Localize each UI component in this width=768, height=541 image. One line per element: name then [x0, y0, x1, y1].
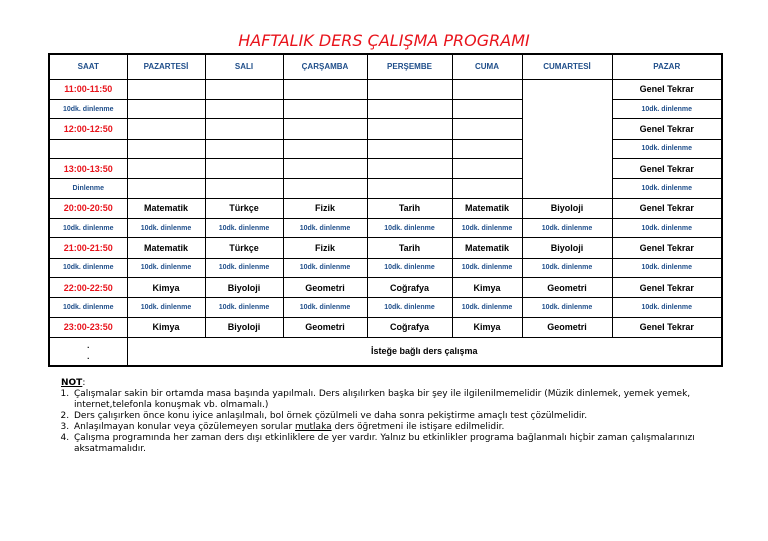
sunday-cell: Genel Tekrar [612, 277, 722, 297]
empty-cell [283, 179, 367, 198]
page-title: HAFTALIK DERS ÇALIŞMA PROGRAMI [238, 31, 530, 50]
note-item [72, 422, 721, 433]
table-row [49, 198, 722, 218]
notes-heading [61, 378, 721, 389]
sunday-cell: Genel Tekrar [612, 238, 722, 258]
header-sali: SALI [205, 54, 283, 79]
header-pazartesi: PAZARTESİ [127, 54, 205, 79]
subject-cell: Fizik [283, 198, 367, 218]
header-pazar: PAZAR [612, 54, 722, 79]
subject-cell: Kimya [127, 317, 205, 337]
header-cuma: CUMA [452, 54, 522, 79]
empty-cell [452, 79, 522, 99]
break-cell: 10dk. dinlenme [522, 258, 612, 277]
subject-cell: Geometri [522, 317, 612, 337]
empty-cell [283, 119, 367, 139]
subject-cell: Kimya [127, 277, 205, 297]
table-row [49, 119, 722, 139]
empty-cell [127, 100, 205, 119]
break-cell: 10dk. dinlenme [49, 100, 127, 119]
break-cell: 10dk. dinlenme [452, 219, 522, 238]
empty-cell [283, 159, 367, 179]
note-item: 4. Çalışma programında her zaman ders dışı etkinliklere de yer vardır. Yalnız bu etkinlikler programa bağlanmalı hiçbir zaman çalışmalarınızı aksatmamalıdır. [72, 433, 721, 455]
table-row [49, 258, 722, 277]
break-cell: 10dk. dinlenme [205, 298, 283, 317]
empty-cell [452, 119, 522, 139]
notes-section [61, 378, 721, 455]
break-cell: 10dk. dinlenme [49, 258, 127, 277]
break-cell: 10dk. dinlenme [367, 298, 452, 317]
break-cell: 10dk. dinlenme [522, 219, 612, 238]
schedule-table [48, 53, 723, 367]
subject-cell: Türkçe [205, 198, 283, 218]
sunday-cell: Genel Tekrar [612, 159, 722, 179]
empty-cell [367, 159, 452, 179]
empty-cell [283, 139, 367, 158]
sunday-cell: Genel Tekrar [612, 79, 722, 99]
empty-cell [367, 79, 452, 99]
subject-cell: Kimya [452, 277, 522, 297]
table-row [49, 179, 722, 198]
time-cell: 23:00-23:50 [49, 317, 127, 337]
optional-study-cell: İsteğe bağlı ders çalışma [127, 337, 722, 366]
break-cell: 10dk. dinlenme [612, 219, 722, 238]
table-row [49, 298, 722, 317]
notes-heading-colon: : [82, 378, 86, 388]
break-cell: 10dk. dinlenme [205, 258, 283, 277]
subject-cell: Matematik [127, 198, 205, 218]
empty-cell [205, 100, 283, 119]
table-row [49, 238, 722, 258]
subject-cell: Kimya [452, 317, 522, 337]
empty-cell [452, 159, 522, 179]
empty-cell [205, 119, 283, 139]
table-row [49, 317, 722, 337]
break-cell: 10dk. dinlenme [612, 179, 722, 198]
header-row [49, 54, 722, 79]
empty-cell [367, 139, 452, 158]
break-cell: 10dk. dinlenme [283, 298, 367, 317]
note-item: 1. Çalışmalar sakin bir ortamda masa başında yapılmalı. Ders alışılırken başka bir şey ile ilgilenilmemelidir (Müzik dinlemek, yemek yemek, internet,telefonla konuşmak vb. olmamalı.) [72, 389, 721, 411]
notes-heading-label: NOT [61, 378, 83, 388]
table-row [49, 277, 722, 297]
table-row [49, 139, 722, 158]
break-cell: 10dk. dinlenme [283, 219, 367, 238]
empty-cell [452, 139, 522, 158]
break-cell: 10dk. dinlenme [452, 258, 522, 277]
note-emphasis: mutlaka [295, 422, 332, 432]
empty-cell [49, 139, 127, 158]
subject-cell: Tarih [367, 238, 452, 258]
table-row [49, 337, 722, 366]
notes-list [61, 389, 721, 455]
time-cell: 20:00-20:50 [49, 198, 127, 218]
time-cell: 12:00-12:50 [49, 119, 127, 139]
saturday-empty-block [522, 79, 612, 198]
subject-cell: Tarih [367, 198, 452, 218]
header-persembe: PERŞEMBE [367, 54, 452, 79]
header-saat: SAAT [49, 54, 127, 79]
empty-cell [205, 159, 283, 179]
break-cell: 10dk. dinlenme [49, 298, 127, 317]
note-text: ders öğretmeni ile istişare edilmelidir. [331, 422, 505, 432]
break-cell: 10dk. dinlenme [283, 258, 367, 277]
empty-cell [367, 119, 452, 139]
header-cumartesi: CUMARTESİ [522, 54, 612, 79]
break-cell: 10dk. dinlenme [452, 298, 522, 317]
empty-cell [127, 159, 205, 179]
break-cell: 10dk. dinlenme [205, 219, 283, 238]
time-cell: 21:00-21:50 [49, 238, 127, 258]
empty-cell [205, 139, 283, 158]
subject-cell: Geometri [283, 277, 367, 297]
break-cell: 10dk. dinlenme [367, 219, 452, 238]
empty-cell [367, 179, 452, 198]
time-cell-blank [49, 337, 127, 366]
empty-cell [283, 79, 367, 99]
dot-mark: . [87, 352, 90, 362]
table-row [49, 79, 722, 99]
empty-cell [127, 119, 205, 139]
dot-mark: . [87, 341, 90, 351]
break-cell: 10dk. dinlenme [612, 139, 722, 158]
break-cell: 10dk. dinlenme [127, 258, 205, 277]
subject-cell: Biyoloji [205, 317, 283, 337]
table-row [49, 219, 722, 238]
sunday-cell: Genel Tekrar [612, 119, 722, 139]
break-cell: 10dk. dinlenme [127, 298, 205, 317]
empty-cell [127, 179, 205, 198]
break-cell: 10dk. dinlenme [127, 219, 205, 238]
sunday-cell: Genel Tekrar [612, 317, 722, 337]
subject-cell: Biyoloji [205, 277, 283, 297]
break-cell: 10dk. dinlenme [367, 258, 452, 277]
rest-cell: Dinlenme [49, 179, 127, 198]
subject-cell: Coğrafya [367, 277, 452, 297]
table-row [49, 100, 722, 119]
subject-cell: Geometri [522, 277, 612, 297]
empty-cell [127, 139, 205, 158]
empty-cell [205, 179, 283, 198]
break-cell: 10dk. dinlenme [522, 298, 612, 317]
time-cell: 22:00-22:50 [49, 277, 127, 297]
sunday-cell: Genel Tekrar [612, 198, 722, 218]
empty-cell [452, 179, 522, 198]
empty-cell [127, 79, 205, 99]
note-text: Anlaşılmayan konular veya çözülemeyen sorular [74, 422, 296, 432]
header-carsamba: ÇARŞAMBA [283, 54, 367, 79]
break-cell: 10dk. dinlenme [612, 258, 722, 277]
subject-cell: Fizik [283, 238, 367, 258]
empty-cell [452, 100, 522, 119]
subject-cell: Türkçe [205, 238, 283, 258]
empty-cell [367, 100, 452, 119]
subject-cell: Matematik [127, 238, 205, 258]
subject-cell: Coğrafya [367, 317, 452, 337]
time-cell: 13:00-13:50 [49, 159, 127, 179]
subject-cell: Matematik [452, 238, 522, 258]
table-row [49, 159, 722, 179]
subject-cell: Biyoloji [522, 198, 612, 218]
break-cell: 10dk. dinlenme [612, 298, 722, 317]
break-cell: 10dk. dinlenme [49, 219, 127, 238]
subject-cell: Geometri [283, 317, 367, 337]
subject-cell: Matematik [452, 198, 522, 218]
break-cell: 10dk. dinlenme [612, 100, 722, 119]
subject-cell: Biyoloji [522, 238, 612, 258]
note-item: 2. Ders çalışırken önce konu iyice anlaşılmalı, bol örnek çözülmeli ve daha sonra pekiştirme amaçlı test çözülmelidir. [72, 411, 721, 422]
empty-cell [283, 100, 367, 119]
time-cell: 11:00-11:50 [49, 79, 127, 99]
empty-cell [205, 79, 283, 99]
